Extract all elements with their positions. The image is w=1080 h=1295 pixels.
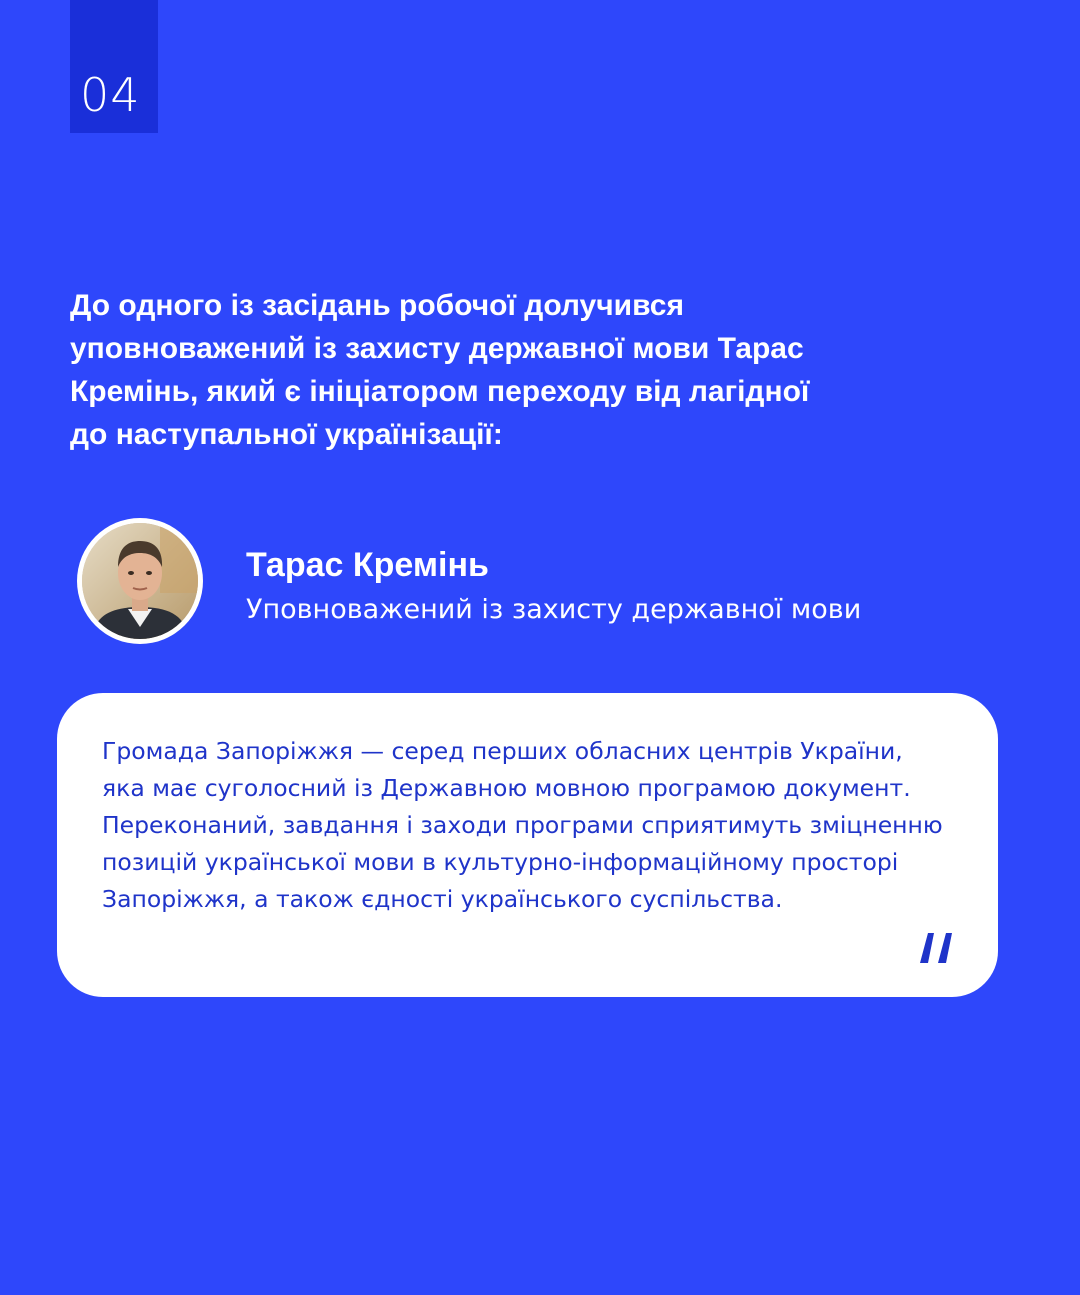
speaker-portrait	[82, 523, 198, 639]
speaker-role: Уповноважений із захисту державної мови	[246, 594, 862, 625]
page-number: 04	[80, 68, 141, 122]
intro-text: До одного із засідань робочої долучився уповноважений із захисту державної мови Тарас Кремінь, який є ініціатором переходу від лагідної до наступальної українізації:	[70, 289, 810, 451]
quote-mark-icon	[910, 923, 958, 971]
speaker-name: Тарас Кремінь	[246, 546, 489, 584]
quote-text: Громада Запоріжжя — серед перших обласних центрів України, яка має суголосний із Державною мовною програмою документ. Переконаний, завдання і заходи програми сприятимуть зміцненню позицій української мови в культурно-інформаційному просторі Запоріжжя, а також єдності українського суспільства.	[102, 737, 943, 913]
avatar	[77, 518, 203, 644]
portrait-image	[82, 523, 198, 639]
speaker-block	[77, 518, 1017, 658]
quote-card	[57, 693, 998, 997]
